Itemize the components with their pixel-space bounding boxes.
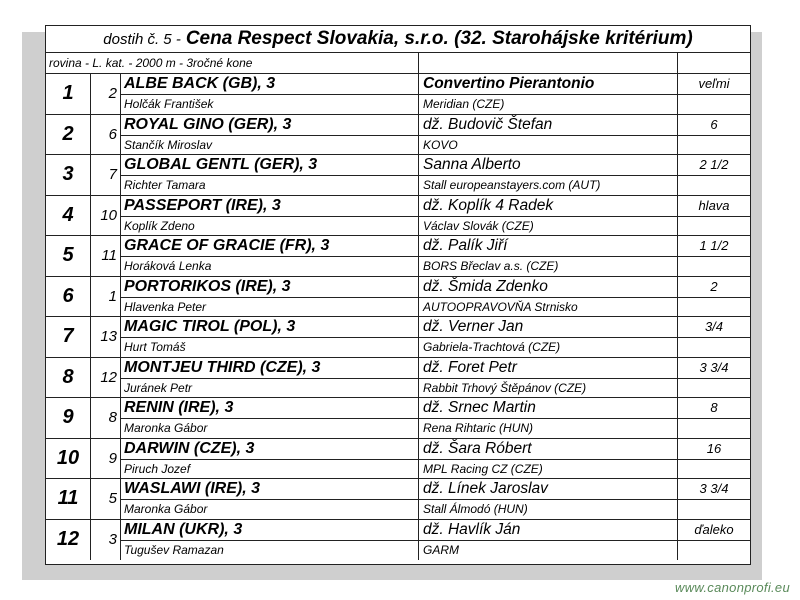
start-number: 12 bbox=[91, 358, 121, 398]
start-number: 5 bbox=[91, 479, 121, 519]
winning-margin: 8 bbox=[710, 400, 718, 415]
finish-position: 7 bbox=[46, 317, 91, 357]
winning-margin: 3 3/4 bbox=[699, 481, 729, 496]
finish-position: 11 bbox=[46, 479, 91, 519]
result-row bbox=[46, 439, 750, 480]
race-conditions-row bbox=[46, 53, 750, 74]
owner-name: AUTOOPRAVOVŇA Strnisko bbox=[419, 298, 678, 317]
result-row bbox=[46, 520, 750, 561]
watermark: www.canonprofi.eu bbox=[675, 580, 790, 595]
winning-margin: ďaleko bbox=[694, 521, 734, 537]
finish-position: 8 bbox=[46, 358, 91, 398]
finish-position: 3 bbox=[46, 155, 91, 195]
jockey-name: dž. Verner Jan bbox=[419, 317, 678, 337]
result-row bbox=[46, 74, 750, 115]
horse-name: ALBE BACK (GB), 3 bbox=[121, 74, 419, 94]
winning-margin: 16 bbox=[706, 440, 722, 456]
start-number: 1 bbox=[91, 277, 121, 317]
start-number: 3 bbox=[91, 520, 121, 561]
trainer-name: Richter Tamara bbox=[121, 176, 419, 195]
jockey-name: Convertino Pierantonio bbox=[419, 74, 678, 94]
trainer-name: Maronka Gábor bbox=[121, 419, 419, 438]
start-number: 10 bbox=[91, 196, 121, 236]
start-number: 6 bbox=[91, 115, 121, 155]
finish-position: 2 bbox=[46, 115, 91, 155]
winning-margin: 2 bbox=[710, 278, 718, 294]
result-row bbox=[46, 479, 750, 520]
horse-name: PORTORIKOS (IRE), 3 bbox=[121, 277, 419, 297]
horse-name: MILAN (UKR), 3 bbox=[121, 520, 419, 540]
horse-name: RENIN (IRE), 3 bbox=[121, 398, 419, 418]
winning-margin: 2 1/2 bbox=[699, 157, 729, 172]
finish-position: 9 bbox=[46, 398, 91, 438]
jockey-name: dž. Srnec Martin bbox=[419, 398, 678, 418]
owner-name: Stall europeanstayers.com (AUT) bbox=[419, 176, 678, 195]
finish-position: 5 bbox=[46, 236, 91, 276]
winning-margin: 3/4 bbox=[704, 319, 724, 334]
result-row bbox=[46, 236, 750, 277]
start-number: 13 bbox=[91, 317, 121, 357]
race-title: Cena Respect Slovakia, s.r.o. (32. Starohájske kritérium) bbox=[185, 28, 693, 49]
winning-margin: 6 bbox=[710, 116, 718, 132]
horse-name: MONTJEU THIRD (CZE), 3 bbox=[121, 358, 419, 378]
trainer-name: Horáková Lenka bbox=[121, 257, 419, 276]
trainer-name: Koplík Zdeno bbox=[121, 217, 419, 236]
result-row bbox=[46, 398, 750, 439]
race-conditions: rovina - L. kat. - 2000 m - 3ročné kone bbox=[46, 53, 419, 73]
trainer-name: Juránek Petr bbox=[121, 379, 419, 398]
result-row bbox=[46, 196, 750, 237]
finish-position: 4 bbox=[46, 196, 91, 236]
owner-name: GARM bbox=[419, 541, 678, 561]
trainer-name: Hurt Tomáš bbox=[121, 338, 419, 357]
winning-margin: hlava bbox=[698, 197, 730, 213]
owner-name: Václav Slovák (CZE) bbox=[419, 217, 678, 236]
winning-margin: 1 1/2 bbox=[699, 238, 729, 253]
winning-margin: veľmi bbox=[698, 76, 730, 91]
trainer-name: Tugušev Ramazan bbox=[121, 541, 419, 561]
owner-name: KOVO bbox=[419, 136, 678, 155]
trainer-name: Holčák František bbox=[121, 95, 419, 114]
race-title-row bbox=[46, 26, 750, 53]
race-number: dostih č. 5 - bbox=[103, 30, 181, 48]
finish-position: 12 bbox=[46, 520, 91, 561]
jockey-name: dž. Šara Róbert bbox=[419, 439, 678, 459]
jockey-name: dž. Palík Jiří bbox=[419, 236, 678, 256]
horse-name: WASLAWI (IRE), 3 bbox=[121, 479, 419, 499]
owner-name: Rena Rihtaric (HUN) bbox=[419, 419, 678, 438]
trainer-name: Stančík Miroslav bbox=[121, 136, 419, 155]
jockey-name: dž. Havlík Ján bbox=[419, 520, 678, 540]
result-row bbox=[46, 358, 750, 399]
finish-position: 6 bbox=[46, 277, 91, 317]
owner-name: MPL Racing CZ (CZE) bbox=[419, 460, 678, 479]
horse-name: PASSEPORT (IRE), 3 bbox=[121, 196, 419, 216]
jockey-name: Sanna Alberto bbox=[419, 155, 678, 175]
result-row bbox=[46, 115, 750, 156]
results-table bbox=[46, 74, 750, 560]
result-row bbox=[46, 317, 750, 358]
finish-position: 10 bbox=[46, 439, 91, 479]
jockey-name: dž. Šmida Zdenko bbox=[419, 277, 678, 297]
results-sheet bbox=[45, 25, 751, 565]
owner-name: BORS Břeclav a.s. (CZE) bbox=[419, 257, 678, 276]
result-row bbox=[46, 155, 750, 196]
horse-name: DARWIN (CZE), 3 bbox=[121, 439, 419, 459]
horse-name: GLOBAL GENTL (GER), 3 bbox=[121, 155, 419, 175]
jockey-name: dž. Koplík 4 Radek bbox=[419, 196, 678, 216]
horse-name: GRACE OF GRACIE (FR), 3 bbox=[121, 236, 419, 256]
horse-name: ROYAL GINO (GER), 3 bbox=[121, 115, 419, 135]
jockey-name: dž. Foret Petr bbox=[419, 358, 678, 378]
owner-name: Rabbit Trhový Štěpánov (CZE) bbox=[419, 379, 678, 398]
winning-margin: 3 3/4 bbox=[699, 359, 729, 375]
trainer-name: Maronka Gábor bbox=[121, 500, 419, 519]
start-number: 9 bbox=[91, 439, 121, 479]
horse-name: MAGIC TIROL (POL), 3 bbox=[121, 317, 419, 337]
start-number: 2 bbox=[91, 74, 121, 114]
owner-name: Meridian (CZE) bbox=[419, 95, 678, 114]
jockey-name: dž. Budovič Štefan bbox=[419, 115, 678, 135]
jockey-name: dž. Línek Jaroslav bbox=[419, 479, 678, 499]
trainer-name: Piruch Jozef bbox=[121, 460, 419, 479]
trainer-name: Hlavenka Peter bbox=[121, 298, 419, 317]
finish-position: 1 bbox=[46, 74, 91, 114]
start-number: 8 bbox=[91, 398, 121, 438]
owner-name: Gabriela-Trachtová (CZE) bbox=[419, 338, 678, 357]
result-row bbox=[46, 277, 750, 318]
owner-name: Stall Álmodó (HUN) bbox=[419, 500, 678, 519]
start-number: 11 bbox=[91, 236, 121, 276]
start-number: 7 bbox=[91, 155, 121, 195]
